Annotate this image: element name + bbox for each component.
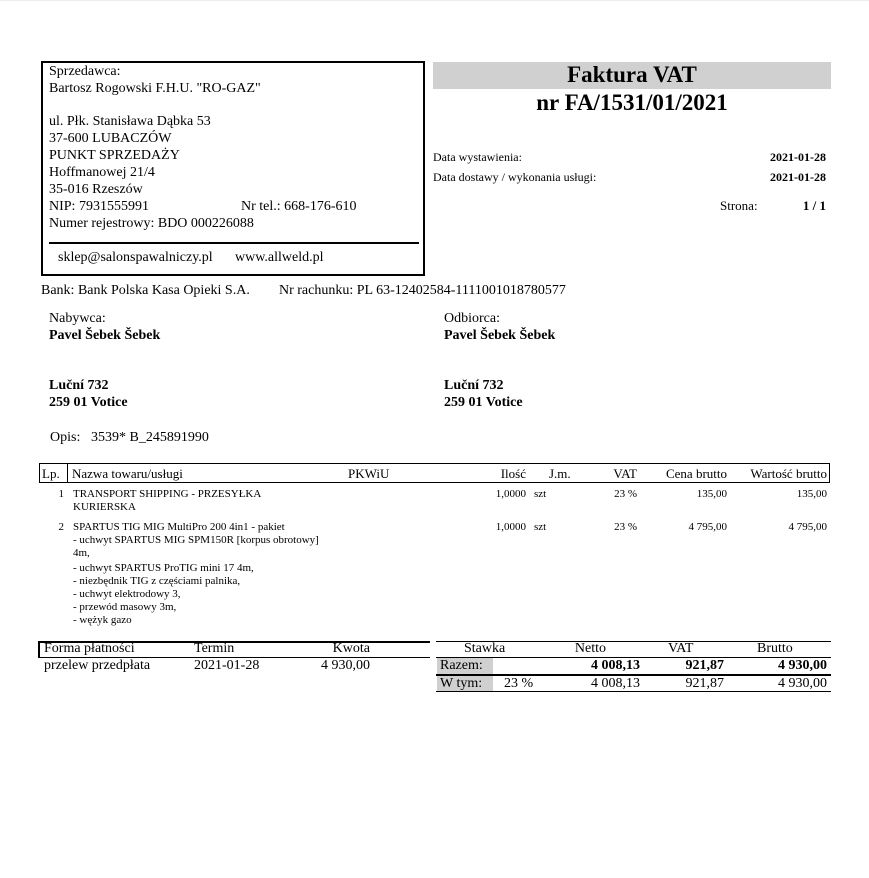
items-header-bottom-rule xyxy=(39,482,830,483)
seller-city: 37-600 LUBACZÓW xyxy=(49,131,172,146)
seller-website[interactable]: www.allweld.pl xyxy=(235,250,324,265)
buyer-label: Nabywca: xyxy=(49,311,106,326)
breakdown-vat: 921,87 xyxy=(685,676,724,691)
invoice-number: nr FA/1531/01/2021 xyxy=(536,90,728,115)
row2-name-line4: - uchwyt SPARTUS ProTIG mini 17 4m, xyxy=(73,562,254,574)
seller-box xyxy=(41,61,425,276)
row2-unit: szt xyxy=(534,521,547,533)
row2-name-line6: - uchwyt elektrodowy 3, xyxy=(73,588,181,600)
seller-point-label: PUNKT SPRZEDAŻY xyxy=(49,148,180,163)
bank-account: Nr rachunku: PL 63-12402584-1111001018780577 xyxy=(279,283,566,298)
issue-date-label: Data wystawienia: xyxy=(433,150,522,164)
row2-value: 4 795,00 xyxy=(788,521,827,533)
receiver-name: Pavel Šebek Šebek xyxy=(444,328,556,343)
payment-method-header: Forma płatności xyxy=(44,641,135,656)
row1-unit: szt xyxy=(534,488,547,500)
buyer-name: Pavel Šebek Šebek xyxy=(49,328,161,343)
row2-price: 4 795,00 xyxy=(688,521,727,533)
payment-term: 2021-01-28 xyxy=(194,658,260,673)
page-number: 1 / 1 xyxy=(802,198,826,213)
seller-divider xyxy=(49,242,419,244)
receiver-label: Odbiorca: xyxy=(444,311,500,326)
description-value: 3539* B_245891990 xyxy=(91,430,209,445)
row2-name-line3: 4m, xyxy=(73,547,90,559)
invoice-title: Faktura VAT xyxy=(567,62,697,87)
seller-point-city: 35-016 Rzeszów xyxy=(49,182,143,197)
items-header-divider xyxy=(67,463,68,483)
col-unit-header: J.m. xyxy=(549,466,571,481)
seller-point-street: Hoffmanowej 21/4 xyxy=(49,165,155,180)
seller-name: Bartosz Rogowski F.H.U. "RO-GAZ" xyxy=(49,81,261,96)
col-pkwiu-header: PKWiU xyxy=(348,466,390,481)
col-lp-header: Lp. xyxy=(42,466,60,481)
seller-nip: NIP: 7931555991 xyxy=(49,199,149,214)
row2-name-line7: - przewód masowy 3m, xyxy=(73,601,177,613)
delivery-date: 2021-01-28 xyxy=(770,170,826,184)
total-gross: 4 930,00 xyxy=(778,658,827,673)
breakdown-rate: 23 % xyxy=(504,676,534,691)
page-top-border xyxy=(0,0,869,1)
buyer-street: Luční 732 xyxy=(49,378,109,393)
delivery-date-label: Data dostawy / wykonania usługi: xyxy=(433,170,597,184)
summary-net-header: Netto xyxy=(574,641,606,656)
col-qty-header: Ilość xyxy=(500,466,526,481)
payment-amount-header: Kwota xyxy=(332,641,370,656)
bank-name: Bank: Bank Polska Kasa Opieki S.A. xyxy=(41,283,250,298)
payment-amount: 4 930,00 xyxy=(321,658,370,673)
seller-phone: Nr tel.: 668-176-610 xyxy=(241,199,357,214)
row2-name-line5: - niezbędnik TIG z częściami palnika, xyxy=(73,575,241,587)
seller-label: Sprzedawca: xyxy=(49,64,121,79)
row2-lp: 2 xyxy=(58,521,64,533)
col-vat-header: VAT xyxy=(613,466,637,481)
items-header-right-rule xyxy=(829,463,830,483)
payment-left-rule xyxy=(38,641,40,658)
row1-name-line1: TRANSPORT SHIPPING - PRZESYŁKA xyxy=(73,488,262,500)
row1-price: 135,00 xyxy=(696,488,727,500)
seller-registry: Numer rejestrowy: BDO 000226088 xyxy=(49,216,254,231)
total-label: Razem: xyxy=(440,658,483,673)
items-header-top-rule xyxy=(39,463,830,464)
summary-gross-header: Brutto xyxy=(757,641,793,656)
row2-name-line8: - wężyk gazo xyxy=(73,614,132,626)
col-price-header: Cena brutto xyxy=(665,466,727,481)
payment-term-header: Termin xyxy=(194,641,235,656)
page-label: Strona: xyxy=(720,198,758,213)
payment-method: przelew przedpłata xyxy=(44,658,151,673)
description-label: Opis: xyxy=(50,430,81,445)
row2-qty: 1,0000 xyxy=(495,521,526,533)
seller-street: ul. Płk. Stanisława Dąbka 53 xyxy=(49,114,211,129)
row1-value: 135,00 xyxy=(796,488,827,500)
receiver-city: 259 01 Votice xyxy=(444,395,523,410)
receiver-street: Luční 732 xyxy=(444,378,504,393)
row2-name-line2: - uchwyt SPARTUS MIG SPM150R [korpus obrotowy] xyxy=(73,534,319,546)
breakdown-label: W tym: xyxy=(440,676,483,691)
issue-date: 2021-01-28 xyxy=(770,150,826,164)
row1-qty: 1,0000 xyxy=(495,488,526,500)
seller-email[interactable]: sklep@salonspawalniczy.pl xyxy=(58,250,213,265)
items-header-left-rule xyxy=(39,463,40,483)
row2-name-line1: SPARTUS TIG MIG MultiPro 200 4in1 - pakiet xyxy=(73,521,285,533)
row2-vat: 23 % xyxy=(614,521,637,533)
total-vat: 921,87 xyxy=(685,658,724,673)
total-net: 4 008,13 xyxy=(591,658,640,673)
breakdown-gross: 4 930,00 xyxy=(778,676,827,691)
row1-name-line2: KURIERSKA xyxy=(73,501,136,513)
breakdown-net: 4 008,13 xyxy=(591,676,640,691)
buyer-city: 259 01 Votice xyxy=(49,395,128,410)
row1-lp: 1 xyxy=(58,488,64,500)
row1-vat: 23 % xyxy=(614,488,637,500)
col-name-header: Nazwa towaru/usługi xyxy=(72,466,183,481)
summary-rate-header: Stawka xyxy=(464,641,506,656)
col-value-header: Wartość brutto xyxy=(750,466,827,481)
summary-vat-header: VAT xyxy=(668,641,694,656)
